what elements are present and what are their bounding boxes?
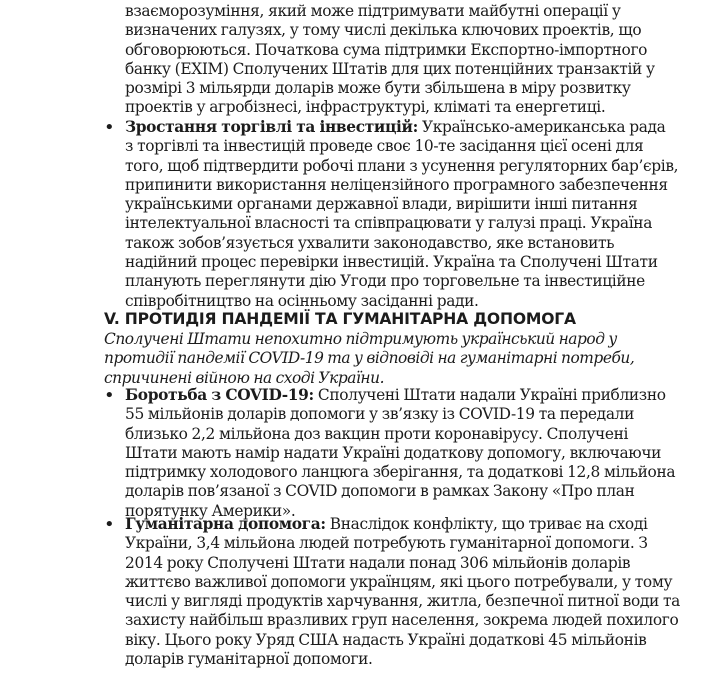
paragraph-line: проектів у агробізнесі, інфраструктурі, кліматі та енергетиці. — [125, 98, 606, 117]
paragraph-line: підтримку холодового ланцюга зберігання, та додаткові 12,8 мільйона — [125, 463, 676, 482]
list-item-trade — [125, 118, 678, 311]
paragraph-line: співробітництво на осінньому засіданні ради. — [125, 291, 479, 310]
paragraph-line: інтелектуальної власності та співпрацювати у галузі праці. Україна — [125, 214, 653, 233]
paragraph-line: визначених галузях, у тому числі декілька ключових проектів, що — [125, 21, 642, 40]
list-item-text: Сполучені Штати надали Україні приблизно — [313, 386, 666, 404]
paragraph-line: планують переглянути дію Угоди про торговельне та інвестиційне — [125, 272, 645, 291]
bullet-marker: • — [104, 385, 115, 406]
paragraph-line: 55 мільйонів доларів допомоги у зв’язку із COVID-19 та передали — [125, 405, 634, 424]
list-item-text: Внаслідок конфлікту, що триває на сході — [325, 515, 648, 533]
paragraph-line: обговорюються. Початкова сума підтримки Експортно-імпортного — [125, 40, 648, 59]
intro-line: спричинені війною на сході України. — [104, 368, 385, 387]
intro-line: протидії пандемії COVID-19 та у відповіді на гуманітарні потреби, — [104, 349, 635, 368]
bullet-marker: • — [104, 514, 115, 535]
paragraph-line: також зобов’язується ухвалити законодавство, яке встановить — [125, 233, 615, 252]
list-item-title: Зростання торгівлі та інвестицій: — [125, 118, 418, 136]
section-intro — [104, 330, 634, 388]
list-item-first-line — [125, 118, 678, 137]
paragraph-line: з торгівлі та інвестицій проведе своє 10-те засідання цієї осені для — [125, 137, 644, 156]
paragraph-line: того, щоб підтвердити робочі плани з усунення регуляторних бар’єрів, — [125, 156, 679, 175]
paragraph-line: життєво важливої допомоги українцям, які цього потребували, у тому — [125, 572, 673, 591]
bullet-marker: • — [104, 117, 115, 138]
paragraph-line: припинити використання неліцензійного програмного забезпечення — [125, 175, 668, 194]
list-item-first-line — [125, 386, 675, 405]
list-item-title: Гуманітарна допомога: — [125, 515, 326, 533]
paragraph-line: надійний процес перевірки інвестицій. Україна та Сполучені Штати — [125, 253, 658, 272]
list-item-title: Боротьба з COVID-19: — [125, 386, 314, 404]
intro-line: Сполучені Штати непохитно підтримують український народ у — [104, 330, 617, 348]
list-item-covid — [125, 386, 675, 521]
paragraph-line: українськими органами державної влади, вирішити інші питання — [125, 195, 638, 214]
list-item-humanitarian — [125, 515, 680, 669]
paragraph-line: України, 3,4 мільйона людей потребують гуманітарної допомоги. З — [125, 534, 648, 553]
paragraph-line: близько 2,2 мільйона доз вакцин проти коронавірусу. Сполучені — [125, 424, 629, 443]
paragraph-line: розмірі 3 мільярди доларів може бути збільшена в міру розвитку — [125, 79, 631, 98]
paragraph-line: захисту найбільш вразливих груп населення, зокрема людей похилого — [125, 611, 679, 630]
list-item-first-line — [125, 515, 680, 534]
paragraph-line: віку. Цього року Уряд США надасть Україні додаткові 45 мільйонів — [125, 630, 647, 649]
paragraph-line: доларів гуманітарної допомоги. — [125, 650, 373, 669]
paragraph-line: взаєморозуміння, який може підтримувати майбутні операції у — [125, 2, 621, 20]
paragraph-line: доларів пов’язаної з COVID допомоги в рамках Закону «Про план — [125, 482, 635, 501]
paragraph-line: числі у вигляді продуктів харчування, житла, безпечної питної води та — [125, 592, 680, 611]
paragraph-line: Штати мають намір надати Україні додаткову допомогу, включаючи — [125, 443, 662, 462]
section4-continuation — [125, 2, 655, 118]
paragraph-line: банку (EXIM) Сполучених Штатів для цих потенційних транзактій у — [125, 59, 655, 78]
paragraph-line: порятунку Америки». — [125, 501, 296, 520]
section-heading: V. ПРОТИДІЯ ПАНДЕМІЇ ТА ГУМАНІТАРНА ДОПОМОГА — [104, 310, 576, 328]
paragraph-line: 2014 року Сполучені Штати надали понад 306 мільйонів доларів — [125, 553, 631, 572]
list-item-text: Українсько-американська рада — [417, 118, 666, 136]
